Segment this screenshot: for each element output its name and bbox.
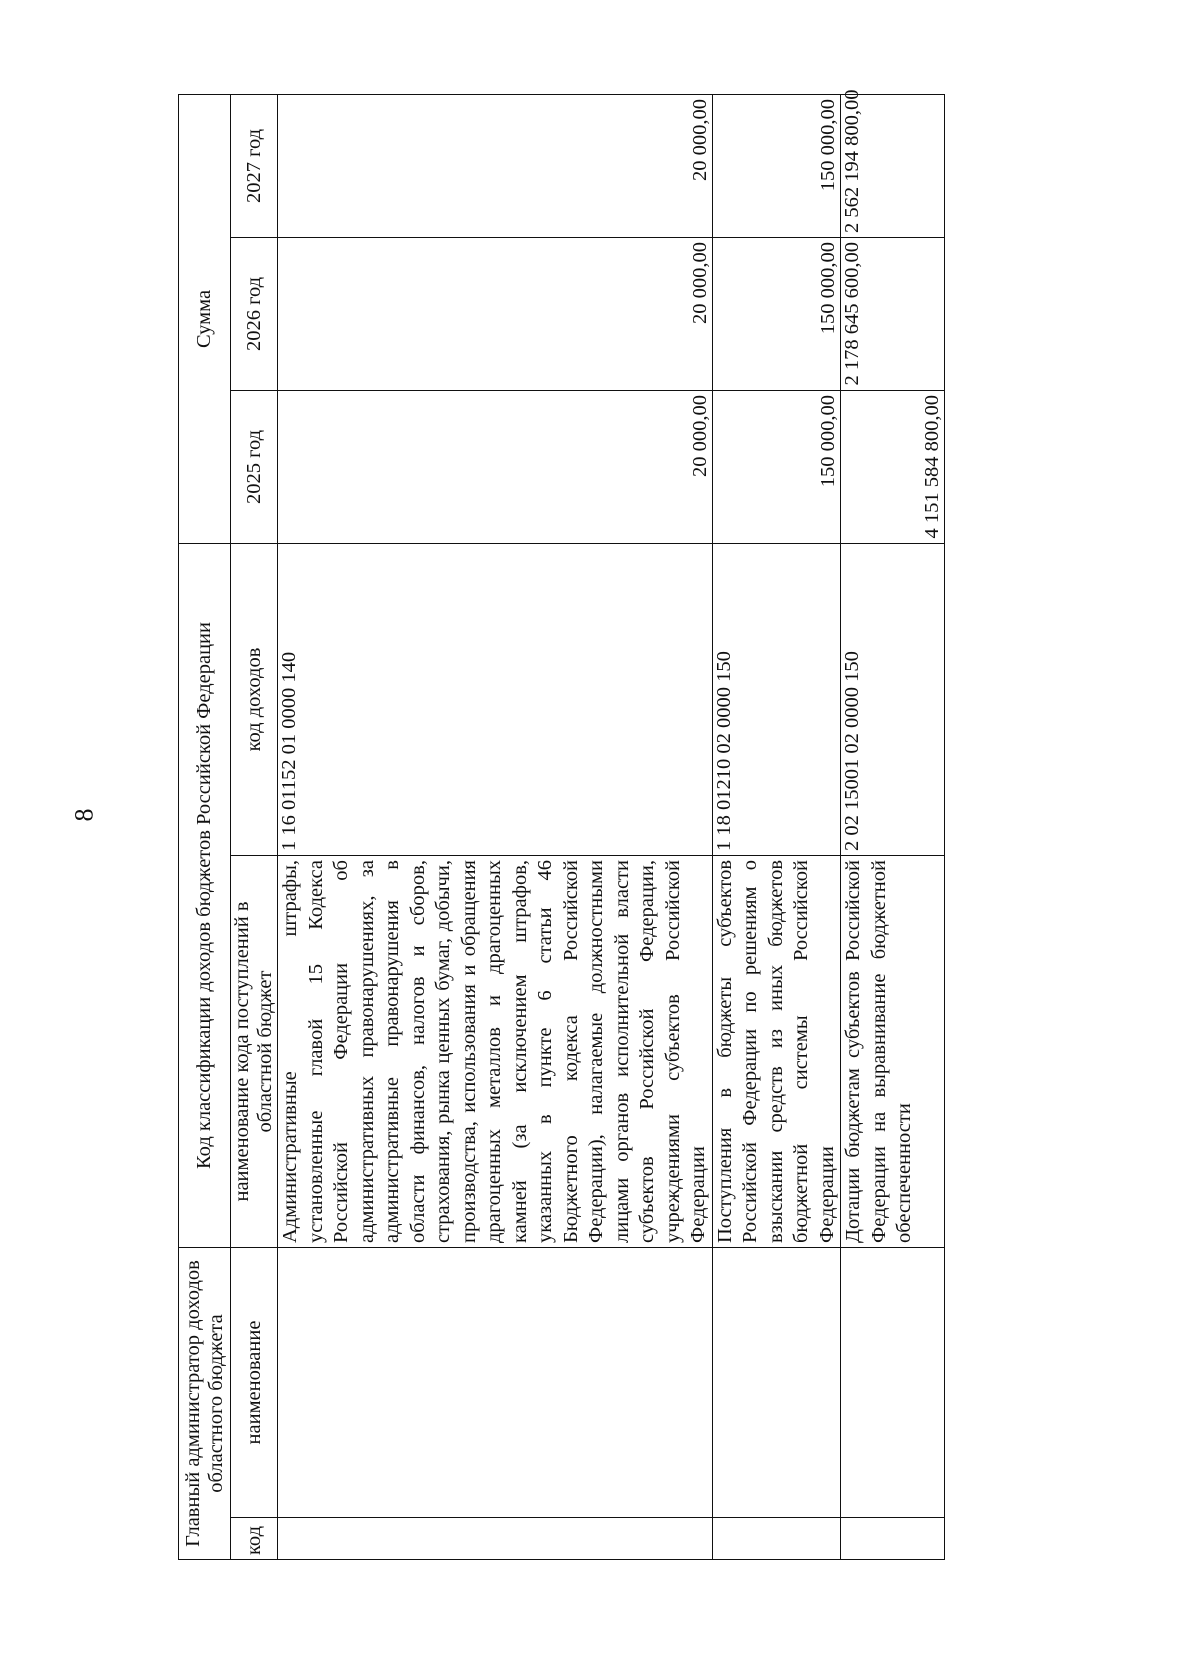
rotated-table-wrapper [178, 89, 1066, 1560]
admin-code-cell [841, 1518, 945, 1560]
header-row-1 [179, 94, 231, 1559]
income-name-cell: Поступления в бюджеты субъектов Российской Федерации по решениям о взыскании средств из иных бюджетов бюджетной системы Российской Федерации [712, 856, 841, 1248]
table-row [841, 94, 945, 1559]
sum-2027-cell: 150 000,00 [712, 94, 841, 237]
income-name-cell: Дотации бюджетам субъектов Российской Федерации на выравнивание бюджетной обеспеченности [841, 856, 945, 1248]
sum-2025-cell: 150 000,00 [712, 390, 841, 543]
table-row [712, 94, 841, 1559]
header-col-admin-name: наименование [231, 1248, 278, 1518]
income-code-cell: 1 18 01210 02 0000 150 [712, 543, 841, 855]
income-code-cell: 1 16 01152 01 0000 140 [278, 543, 713, 855]
admin-name-cell [841, 1248, 945, 1518]
header-col-2026: 2026 год [231, 237, 278, 390]
header-sum-group: Сумма [179, 94, 231, 543]
table-row [278, 94, 713, 1559]
header-classification-group: Код классификации доходов бюджетов Российской Федерации [179, 543, 231, 1247]
admin-name-cell [278, 1248, 713, 1518]
header-col-2027: 2027 год [231, 94, 278, 237]
sum-2027-cell: 20 000,00 [278, 94, 713, 237]
header-col-code: код [231, 1518, 278, 1560]
sum-2026-cell: 150 000,00 [712, 237, 841, 390]
income-code-cell: 2 02 15001 02 0000 150 [841, 543, 945, 855]
admin-code-cell [712, 1518, 841, 1560]
sum-2027-cell: 2 562 194 800,00 [841, 94, 945, 237]
income-name-cell: Административные штрафы, установленные главой 15 Кодекса Российской Федерации об административных правонарушениях, за административные правонарушения в области финансов, налогов и сборов, страхования, рынка ценных бумаг, добычи, производства, использования и обращения драгоценных металлов и драгоценных камней (за исключением штрафов, указанных в пункте 6 статьи 46 Бюджетного кодекса Российской Федерации), налагаемые должностными лицами органов исполнительной власти субъектов Российской Федерации, учреждениями субъектов Российской Федерации [278, 856, 713, 1248]
header-col-income-name: наименование кода поступлений в областной бюджет [231, 856, 278, 1248]
page-number: 8 [69, 808, 99, 822]
sum-2026-cell: 2 178 645 600,00 [841, 237, 945, 390]
sum-2025-cell: 4 151 584 800,00 [841, 390, 945, 543]
header-col-income-code: код доходов [231, 543, 278, 855]
header-col-2025: 2025 год [231, 390, 278, 543]
admin-code-cell [278, 1518, 713, 1560]
header-admin-group: Главный администратор доходов областного бюджета [179, 1248, 231, 1560]
admin-name-cell [712, 1248, 841, 1518]
income-table [178, 89, 945, 1560]
sum-2025-cell: 20 000,00 [278, 390, 713, 543]
sum-2026-cell: 20 000,00 [278, 237, 713, 390]
header-row-2 [231, 94, 278, 1559]
